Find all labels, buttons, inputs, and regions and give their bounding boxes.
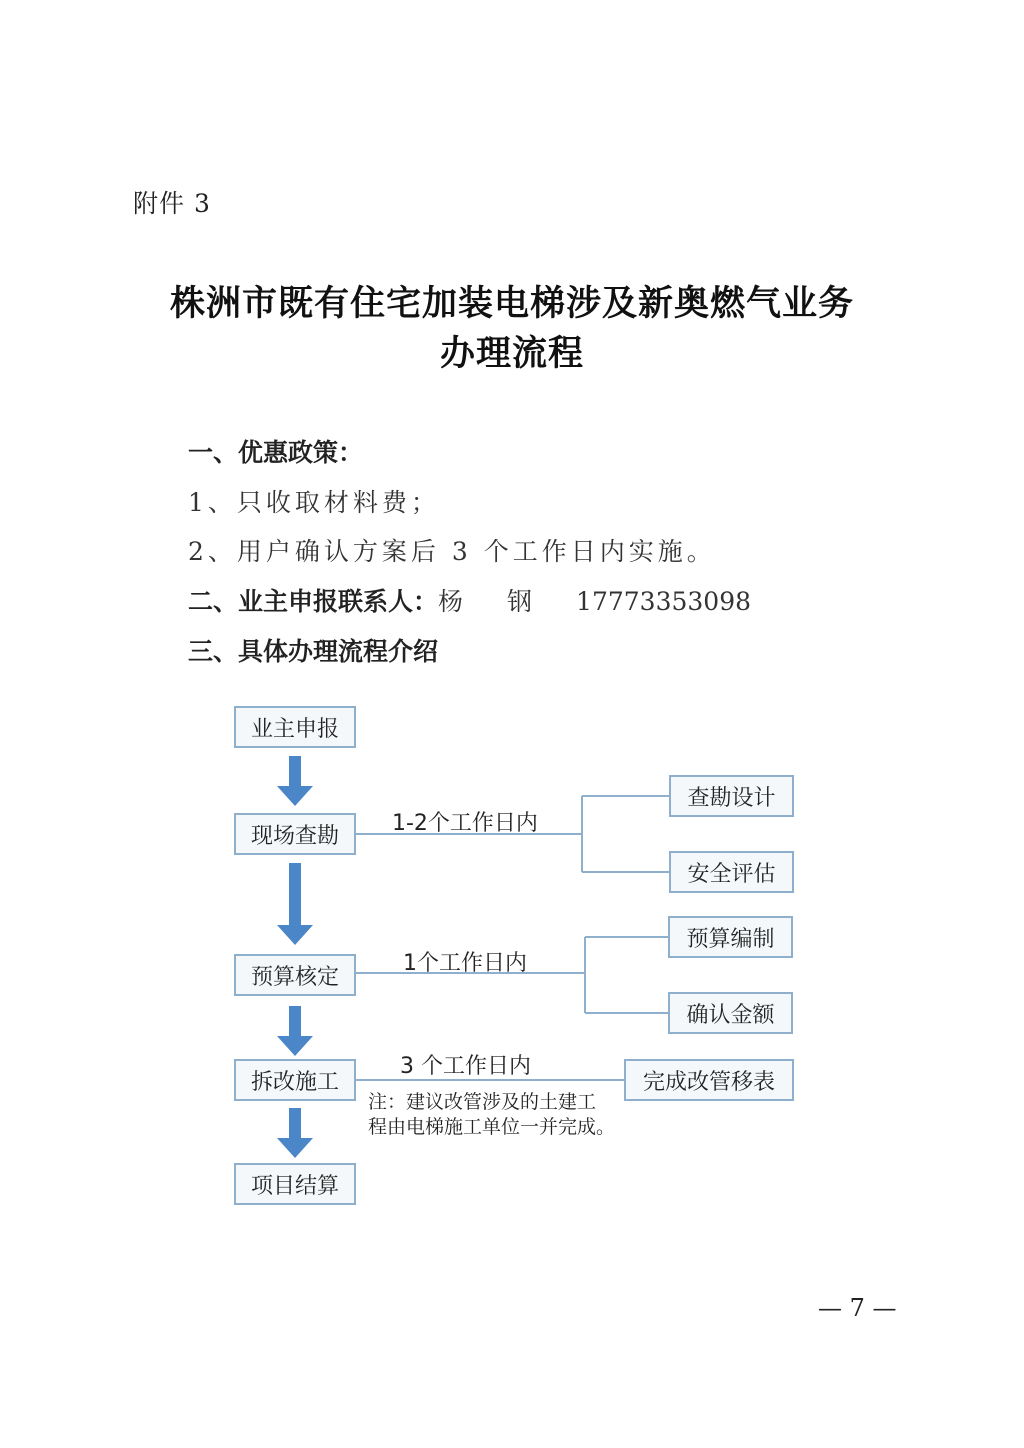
section3-heading: 三、具体办理流程介绍 [188, 637, 439, 666]
step-construction: 拆改施工 [234, 1059, 356, 1101]
branch-survey-design: 查勘设计 [669, 775, 794, 817]
attachment-label: 附件 3 [133, 189, 211, 218]
down-arrow-3 [277, 1006, 313, 1056]
contact-name-1: 杨 [438, 587, 464, 616]
branch-safety-assessment: 安全评估 [669, 851, 794, 893]
document-title-line1: 株洲市既有住宅加装电梯涉及新奥燃气业务 [169, 284, 854, 324]
step-site-survey: 现场查勘 [234, 813, 356, 855]
section1-item2: 2、用户确认方案后 3 个工作日内实施。 [188, 537, 716, 566]
time-label-1: 1-2个工作日内 [392, 811, 538, 836]
contact-name-2: 钢 [507, 587, 533, 616]
flow-note-line2: 程由电梯施工单位一并完成。 [368, 1116, 616, 1138]
section1-heading: 一、优惠政策： [188, 438, 364, 467]
branch-confirm-amount: 确认金额 [668, 992, 793, 1034]
branch-pipe-relocation: 完成改管移表 [624, 1059, 794, 1101]
branch-budget-prep: 预算编制 [668, 916, 793, 958]
down-arrow-1 [277, 756, 313, 806]
page-number: — 7 — [818, 1294, 897, 1322]
document-title-line2: 办理流程 [439, 334, 584, 374]
down-arrow-4 [277, 1108, 313, 1158]
step-settlement: 项目结算 [234, 1163, 356, 1205]
flow-note [368, 1090, 628, 1140]
step-budget-check: 预算核定 [234, 954, 356, 996]
section2-heading: 二、业主申报联系人： [188, 587, 439, 616]
flow-note-line1: 注：建议改管涉及的土建工 [368, 1091, 597, 1113]
time-label-3: 3 个工作日内 [400, 1054, 531, 1079]
step-owner-report: 业主申报 [234, 706, 356, 748]
contact-phone: 17773353098 [576, 587, 752, 616]
down-arrow-2 [277, 863, 313, 945]
time-label-2: 1个工作日内 [403, 951, 527, 976]
section1-item1: 1、只收取材料费； [188, 488, 440, 517]
